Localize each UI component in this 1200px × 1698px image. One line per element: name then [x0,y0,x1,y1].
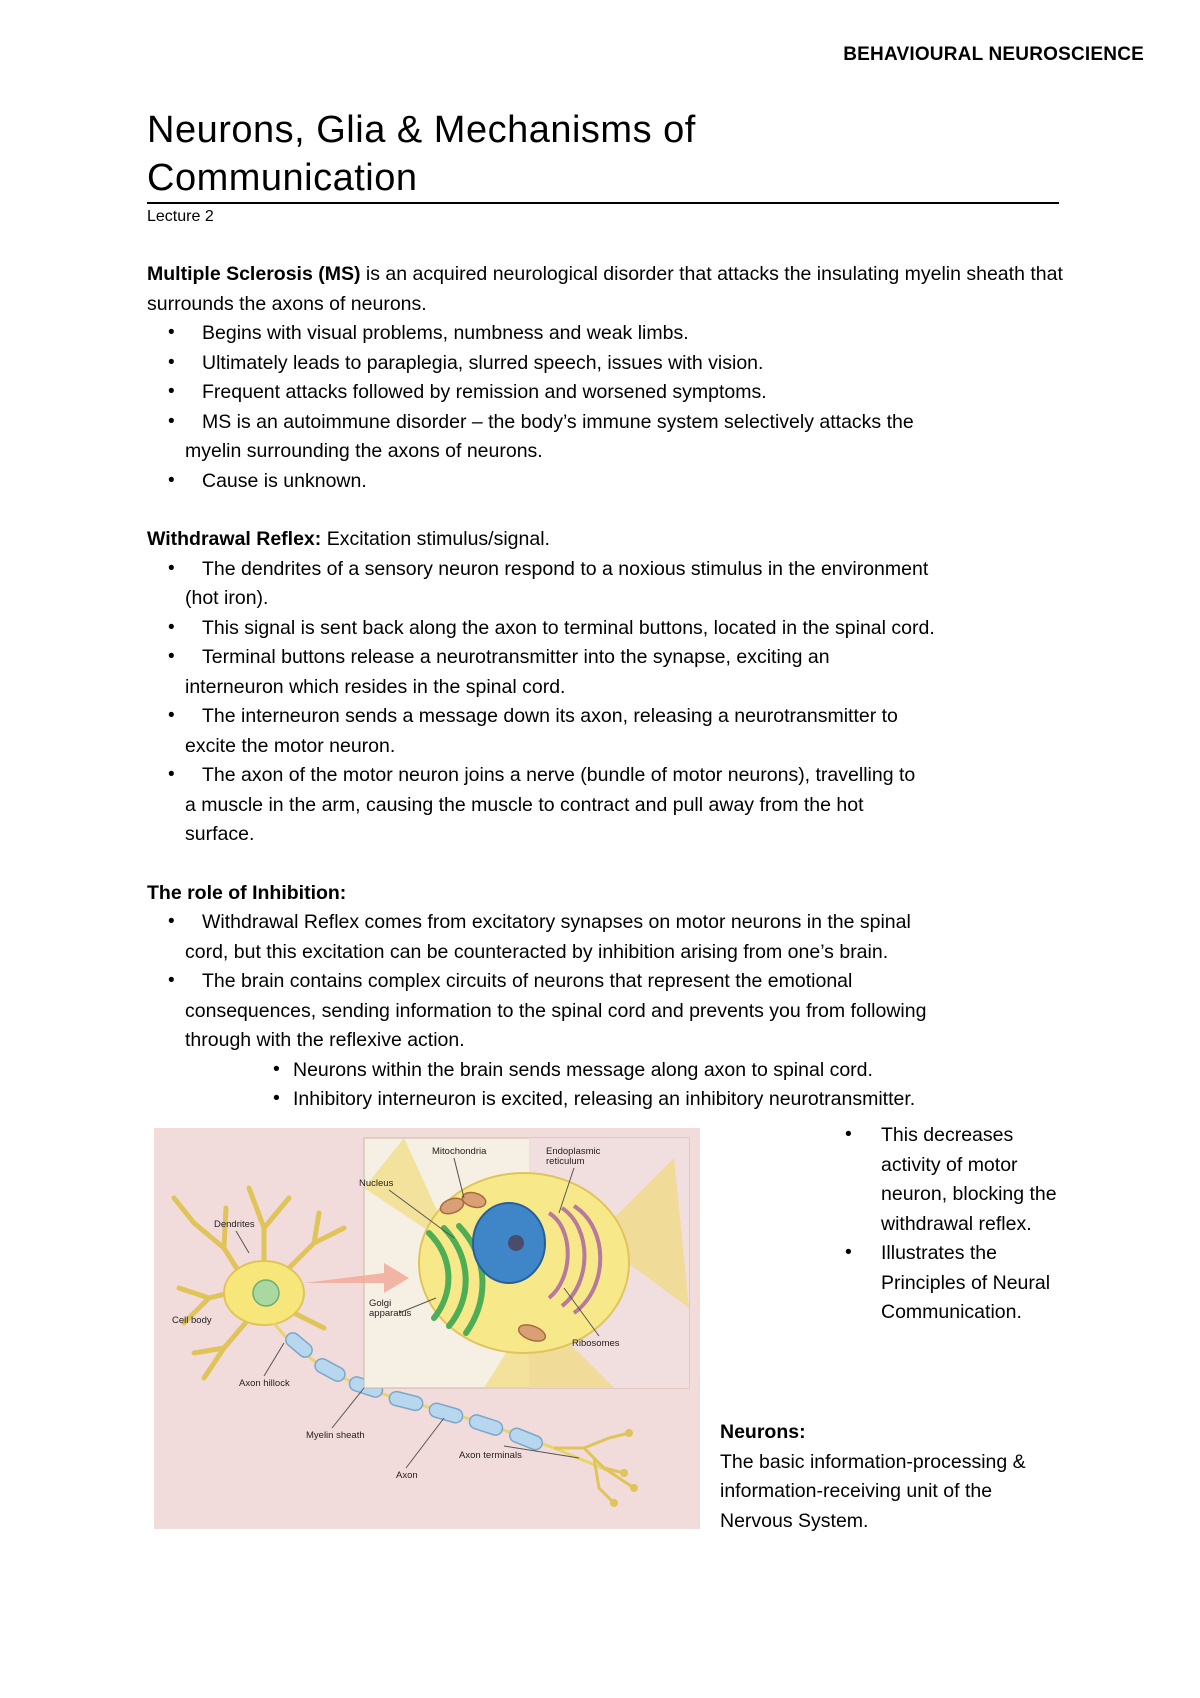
label-cell-body: Cell body [172,1315,212,1326]
subtitle: Lecture 2 [147,208,214,225]
main-body [147,260,1067,1115]
list-item: • Inhibitory interneuron is excited, releasing an inhibitory neurotransmitter. [273,1087,916,1110]
list-item: • The interneuron sends a message down its axon, releasing a neurotransmitter to excite the motor neuron. [168,705,898,757]
label-mitochondria: Mitochondria [432,1146,487,1157]
list-item: • The brain contains complex circuits of neurons that represent the emotional consequences, sending information to the spinal cord and prevents you from following through with the reflexive action. [168,970,927,1051]
list-item: • This decreases activity of motor neuron, blocking the withdrawal reflex. [845,1123,1057,1235]
inhibition-heading: The role of Inhibition: [147,881,347,904]
ms-bullet-list [147,319,1067,496]
neurons-term: Neurons: [720,1421,806,1443]
list-item: • MS is an autoimmune disorder – the body’s immune system selectively attacks the myelin surrounding the axons of neurons. [168,410,914,462]
list-item: • Neurons within the brain sends message along axon to spinal cord. [273,1057,873,1081]
list-item: • Ultimately leads to paraplegia, slurred speech, issues with vision. [168,351,764,374]
list-item: • Cause is unknown. [168,469,367,492]
title-line-2: Communication [147,157,418,199]
label-golgi-line1: Golgi [369,1298,392,1309]
label-dendrites: Dendrites [214,1219,255,1230]
list-item: • Withdrawal Reflex comes from excitatory synapses on motor neurons in the spinal cord, but this excitation can be counteracted by inhibition arising from one’s brain. [168,911,911,963]
ms-paragraph [147,260,1067,319]
list-item: • Frequent attacks followed by remission and worsened symptoms. [168,381,767,403]
label-axon-hillock: Axon hillock [239,1378,290,1389]
neurons-text: The basic information-processing & information-receiving unit of the Nervous System. [720,1450,1026,1532]
label-myelin-sheath: Myelin sheath [306,1430,365,1441]
label-ribosomes: Ribosomes [572,1338,620,1349]
list-item: • The axon of the motor neuron joins a nerve (bundle of motor neurons), travelling to a muscle in the arm, causing the muscle to contract and pull away from the hot surface. [168,764,916,845]
reflex-bullet-list [147,555,1067,850]
ms-term: Multiple Sclerosis (MS) [147,263,361,285]
label-er-line1: Endoplasmic [546,1146,601,1157]
nucleus-small [253,1280,279,1306]
running-header: BEHAVIOURAL NEUROSCIENCE [843,44,1144,65]
inhibition-sub-list [147,1056,1067,1115]
list-item: • Begins with visual problems, numbness and weak limbs. [168,322,689,344]
side-notes [845,1121,1065,1328]
page-title [147,106,1057,202]
title-line-1: Neurons, Glia & Mechanisms of [147,109,696,151]
ms-intro: is an acquired neurological disorder that attacks the insulating myelin sheath that surrounds the axons of neurons. [147,263,1063,315]
label-axon-terminals: Axon terminals [459,1450,522,1461]
neuron-diagram [154,1128,700,1529]
inhibition-bullet-list [147,908,1067,1056]
label-golgi-line2: apparatus [369,1308,412,1319]
list-item: • This signal is sent back along the axon to terminal buttons, located in the spinal cord. [168,616,935,639]
label-nucleus: Nucleus [359,1178,394,1189]
reflex-intro: Excitation stimulus/signal. [321,528,550,550]
label-er-line2: reticulum [546,1156,585,1167]
neurons-definition [720,1418,1060,1536]
list-item: • The dendrites of a sensory neuron respond to a noxious stimulus in the environment (hot iron). [168,557,929,609]
list-item: • Illustrates the Principles of Neural Communication. [845,1241,1051,1323]
reflex-term: Withdrawal Reflex: [147,528,322,550]
reflex-paragraph [147,525,1067,555]
list-item: • Terminal buttons release a neurotransmitter into the synapse, exciting an interneuron which resides in the spinal cord. [168,646,830,698]
label-axon: Axon [396,1470,418,1481]
title-underline [147,202,1059,204]
